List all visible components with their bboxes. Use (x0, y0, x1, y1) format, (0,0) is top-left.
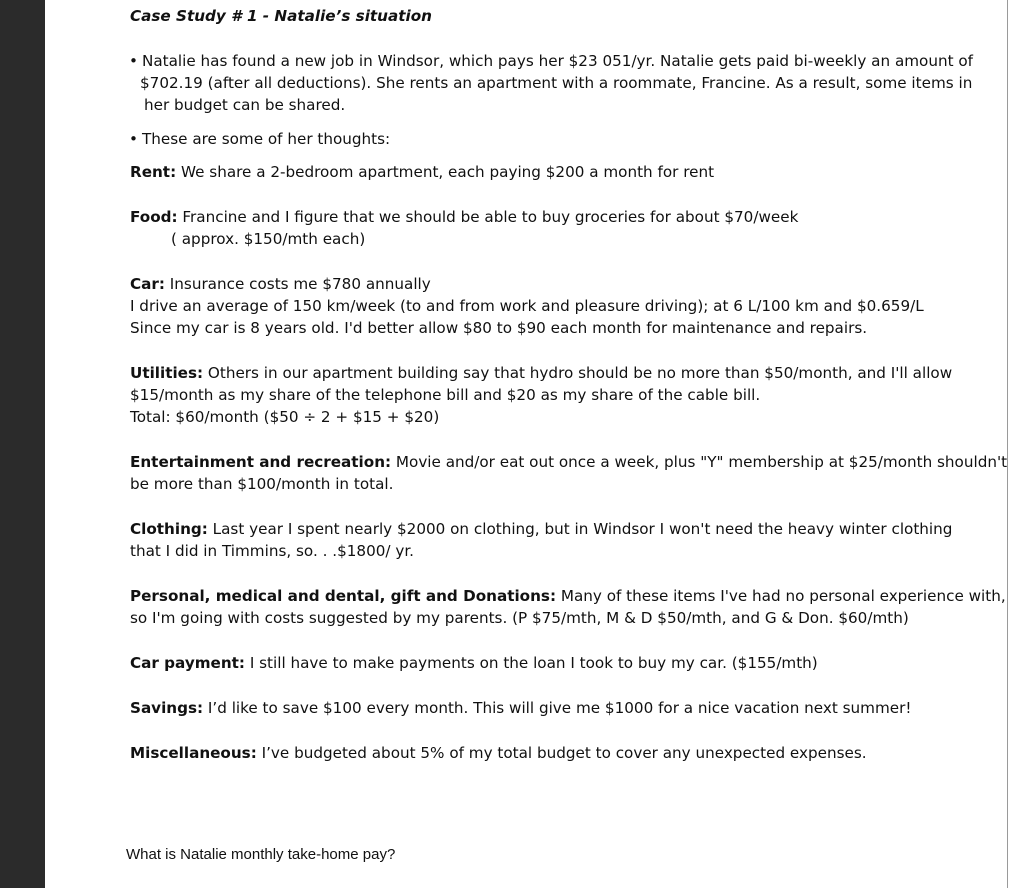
clothing-text: Last year I spent nearly $2000 on clothing, but in Windsor I won't need the heavy winter clothing (212, 520, 953, 538)
entertainment-text: Movie and/or eat out once a week, plus "Y" membership at $25/month shouldn't (395, 453, 1008, 471)
misc-text: I’ve budgeted about 5% of my total budget to cover any unexpected expenses. (261, 744, 867, 762)
misc-line (130, 742, 867, 764)
utilities-line-2: $15/month as my share of the telephone bill and $20 as my share of the cable bill. (130, 386, 761, 404)
personal-line-2: so I'm going with costs suggested by my parents. (P $75/mth, M & D $50/mth, and G & Don. $60/mth) (130, 609, 909, 627)
rent-label: Rent: (130, 163, 177, 181)
car-payment-text: I still have to make payments on the loan I took to buy my car. ($155/mth) (249, 654, 818, 672)
rent-text: We share a 2-bedroom apartment, each paying $200 a month for rent (180, 163, 715, 181)
car-payment-line (130, 652, 818, 674)
bullet-1-line-2: $702.19 (after all deductions). She rents an apartment with a roommate, Francine. As a result, some items in (140, 74, 973, 92)
left-dark-margin (0, 0, 45, 888)
case-study-title: Case Study # 1 - Natalie’s situation (130, 7, 432, 25)
food-text: Francine and I figure that we should be able to buy groceries for about $70/week (182, 208, 799, 226)
clothing-line-2: that I did in Timmins, so. . .$1800/ yr. (130, 542, 415, 560)
food-line-2: ( approx. $150/mth each) (171, 230, 366, 248)
utilities-line (130, 362, 952, 384)
bullet-icon: • (129, 130, 138, 148)
bullet-icon: • (129, 52, 138, 70)
bullet-1-line-1 (129, 50, 973, 72)
savings-line (130, 697, 911, 719)
car-line (130, 273, 431, 295)
entertainment-line-2: be more than $100/month in total. (130, 475, 394, 493)
food-line (130, 206, 798, 228)
bullet-1-line-3: her budget can be shared. (144, 96, 346, 114)
clothing-label: Clothing: (130, 520, 208, 538)
utilities-text: Others in our apartment building say that hydro should be no more than $50/month, and I'll allow (207, 364, 953, 382)
car-payment-label: Car payment: (130, 654, 245, 672)
bullet-1-text: Natalie has found a new job in Windsor, which pays her $23 051/yr. Natalie gets paid bi-weekly an amount of (142, 52, 974, 70)
misc-label: Miscellaneous: (130, 744, 257, 762)
utilities-line-3: Total: $60/month ($50 ÷ 2 + $15 + $20) (130, 408, 440, 426)
entertainment-label: Entertainment and recreation: (130, 453, 392, 471)
page-right-edge (1007, 0, 1008, 888)
clothing-line (130, 518, 952, 540)
food-label: Food: (130, 208, 178, 226)
bullet-2 (129, 128, 390, 150)
car-line-2: I drive an average of 150 km/week (to and from work and pleasure driving); at 6 L/100 km and $0.659/L (130, 297, 924, 315)
car-text: Insurance costs me $780 annually (169, 275, 431, 293)
bullet-2-text: These are some of her thoughts: (142, 130, 391, 148)
entertainment-line (130, 451, 1007, 473)
question-text: What is Natalie monthly take-home pay? (126, 846, 396, 863)
car-line-3: Since my car is 8 years old. I'd better allow $80 to $90 each month for maintenance and repairs. (130, 319, 868, 337)
savings-label: Savings: (130, 699, 204, 717)
savings-text: I’d like to save $100 every month. This will give me $1000 for a nice vacation next summer! (207, 699, 912, 717)
personal-text: Many of these items I've had no personal experience with, (560, 587, 1006, 605)
rent-line (130, 161, 714, 183)
personal-label: Personal, medical and dental, gift and Donations: (130, 587, 557, 605)
car-label: Car: (130, 275, 165, 293)
personal-line (130, 585, 1006, 607)
utilities-label: Utilities: (130, 364, 204, 382)
